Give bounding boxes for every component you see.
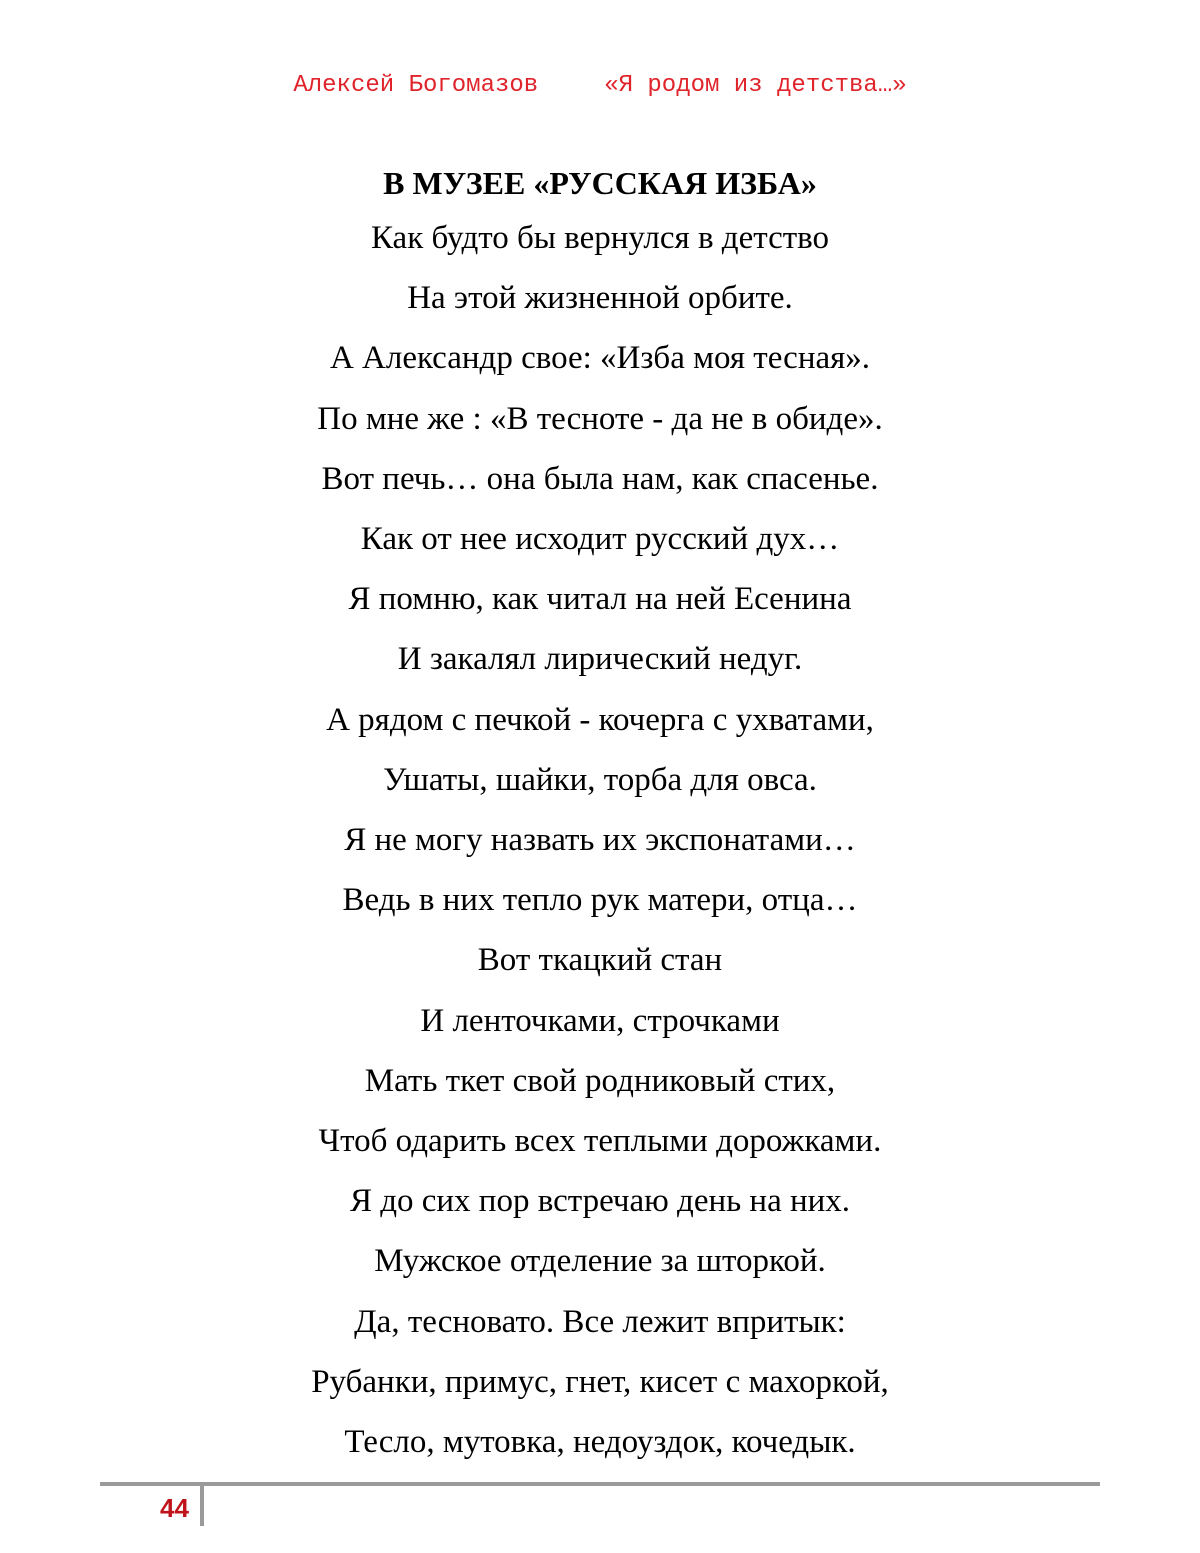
poem-line: Чтоб одарить всех теплыми дорожками. (318, 1123, 882, 1160)
poem-line: Тесло, мутовка, недоуздок, кочедык. (344, 1424, 856, 1461)
poem-line: Ушаты, шайки, торба для овса. (383, 761, 817, 798)
poem-line: А рядом с печкой - кочерга с ухватами, (326, 701, 874, 738)
poem-line: Рубанки, примус, гнет, кисет с махоркой, (311, 1363, 889, 1400)
header-book-title: «Я родом из детства…» (604, 72, 907, 99)
page-number-divider (200, 1486, 204, 1526)
poem-line: Как будто бы вернулся в детство (370, 220, 829, 256)
poem-lines (0, 208, 1200, 1472)
poem-line: На этой жизненной орбите. (407, 280, 793, 317)
poem-line: Мать ткет свой родниковый стих, (364, 1062, 836, 1099)
poem-line: А Александр свое: «Изба моя тесная». (329, 340, 871, 377)
poem-line: Я до сих пор встречаю день на них. (349, 1183, 851, 1220)
header-author: Алексей Богомазов (293, 72, 539, 99)
poem-line: Вот ткацкий стан (477, 942, 723, 979)
poem-line: Как от нее исходит русский дух… (360, 521, 840, 558)
poem-line: Я не могу назвать их экспонатами… (344, 822, 856, 859)
poem-line: Мужское отделение за шторкой. (374, 1243, 826, 1280)
running-header (0, 72, 1200, 99)
poem-line: Вот печь… она была нам, как спасенье. (321, 460, 879, 497)
poem-line: Я помню, как читал на ней Есенина (348, 581, 852, 618)
footer-rule (100, 1482, 1100, 1486)
poem-line: И ленточками, строчками (420, 1002, 780, 1039)
poem-line: По мне же : «В тесноте - да не в обиде». (317, 400, 883, 437)
poem-title: В МУЗЕЕ «РУССКАЯ ИЗБА» (383, 165, 817, 201)
page-number: 44 (160, 1493, 189, 1523)
poem (0, 158, 1200, 1472)
poem-line: Да, тесновато. Все лежит впритык: (354, 1303, 846, 1340)
poem-line: Ведь в них тепло рук матери, отца… (342, 882, 858, 919)
poem-line: И закалял лирический недуг. (397, 641, 803, 678)
